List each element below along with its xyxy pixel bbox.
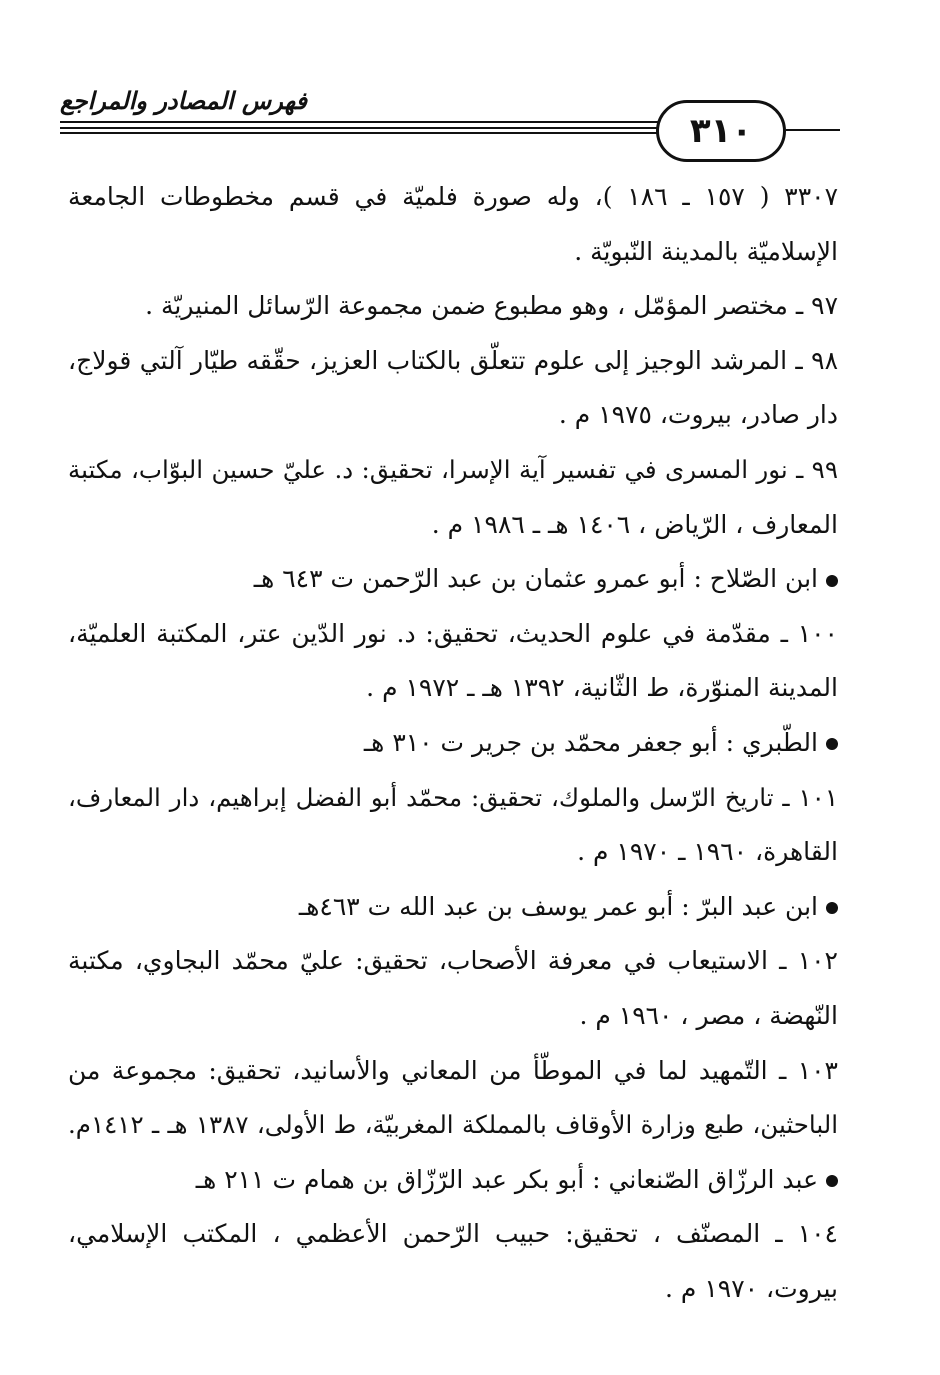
line-text: النّهضة ، مصر ، ١٩٦٠ م . — [579, 1000, 838, 1030]
author-text: ابن عبد البرّ : أبو عمر يوسف بن عبد الله ت ٤٦٣هـ — [298, 891, 818, 921]
text-line — [68, 989, 838, 1044]
text-line — [68, 934, 838, 989]
bullet-icon — [826, 1175, 838, 1187]
bullet-icon — [826, 902, 838, 914]
line-text: الباحثين، طبع وزارة الأوقاف بالمملكة المغربيّة، ط الأولى، ١٣٨٧ هـ ـ ١٤١٢م. — [68, 1110, 839, 1140]
line-text: ١٠٠ ـ مقدّمة في علوم الحديث، تحقيق: د. نور الدّين عتر، المكتبة العلميّة، — [68, 618, 838, 648]
line-text: المعارف ، الرّياض ، ١٤٠٦ هـ ـ ١٩٨٦ م . — [431, 509, 838, 539]
text-line — [68, 225, 838, 280]
text-line — [68, 279, 838, 334]
line-text: ١٠٤ ـ المصنّف ، تحقيق: حبيب الرّحمن الأعظمي ، المكتب الإسلامي، — [68, 1219, 838, 1249]
text-line — [68, 443, 838, 498]
line-text: المدينة المنوّرة، ط الثّانية، ١٣٩٢ هـ ـ ١٩٧٢ م . — [366, 673, 838, 703]
line-text: ١٠٣ ـ التّمهيد لما في الموطّأ من المعاني والأسانيد، تحقيق: مجموعة من — [68, 1055, 838, 1085]
text-line — [68, 170, 838, 225]
line-text: ٩٧ ـ مختصر المؤمّل ، وهو مطبوع ضمن مجموعة الرّسائل المنيريّة . — [145, 291, 838, 321]
author-text: الطّبري : أبو جعفر محمّد بن جرير ت ٣١٠ هـ — [363, 727, 818, 757]
text-line — [68, 1044, 838, 1099]
line-text: ٩٨ ـ المرشد الوجيز إلى علوم تتعلّق بالكتاب العزيز، حقّقه طيّار آلتي قولاج، — [68, 345, 838, 375]
text-line — [68, 825, 838, 880]
header-rule — [786, 129, 840, 131]
text-line — [68, 661, 838, 716]
header-rule — [60, 127, 658, 129]
page-number-frame — [656, 100, 786, 162]
text-line — [68, 388, 838, 443]
author-text: ابن الصّلاح : أبو عمرو عثمان بن عبد الرّحمن ت ٦٤٣ هـ — [253, 564, 818, 594]
line-text: الإسلاميّة بالمدينة النّبويّة . — [574, 236, 838, 266]
author-text: عبد الرزّاق الصّنعاني : أبو بكر عبد الرّزّاق بن همام ت ٢١١ هـ — [195, 1164, 818, 1194]
text-line — [68, 771, 838, 826]
page-number: ٣١٠ — [689, 111, 753, 151]
line-text: دار صادر، بيروت، ١٩٧٥ م . — [558, 400, 838, 430]
line-text: بيروت، ١٩٧٠ م . — [665, 1273, 838, 1303]
line-text: ٩٩ ـ نور المسرى في تفسير آية الإسرا، تحقيق: د. عليّ حسين البوّاب، مكتبة — [68, 454, 838, 484]
line-text: ٣٣٠٧ ( ١٥٧ ـ ١٨٦ )، وله صورة فلميّة في قسم مخطوطات الجامعة — [68, 182, 838, 211]
author-heading — [68, 716, 838, 771]
header-rule — [60, 121, 658, 123]
author-heading — [68, 880, 838, 935]
text-line — [68, 1262, 838, 1317]
text-line — [68, 1098, 838, 1153]
line-text: ١٠٢ ـ الاستيعاب في معرفة الأصحاب، تحقيق: عليّ محمّد البجاوي، مكتبة — [68, 946, 838, 976]
line-text: القاهرة، ١٩٦٠ ـ ١٩٧٠ م . — [577, 837, 838, 867]
page-header — [60, 80, 840, 160]
bibliography-text — [68, 170, 838, 1316]
text-line — [68, 1207, 838, 1262]
text-line — [68, 607, 838, 662]
text-line — [68, 334, 838, 389]
header-rule — [60, 132, 658, 134]
bullet-icon — [826, 738, 838, 750]
bullet-icon — [826, 575, 838, 587]
author-heading — [68, 552, 838, 607]
text-line — [68, 498, 838, 553]
running-title: فهرس المصادر والمراجع — [60, 86, 308, 115]
author-heading — [68, 1153, 838, 1208]
line-text: ١٠١ ـ تاريخ الرّسل والملوك، تحقيق: محمّد أبو الفضل إبراهيم، دار المعارف، — [68, 782, 838, 812]
